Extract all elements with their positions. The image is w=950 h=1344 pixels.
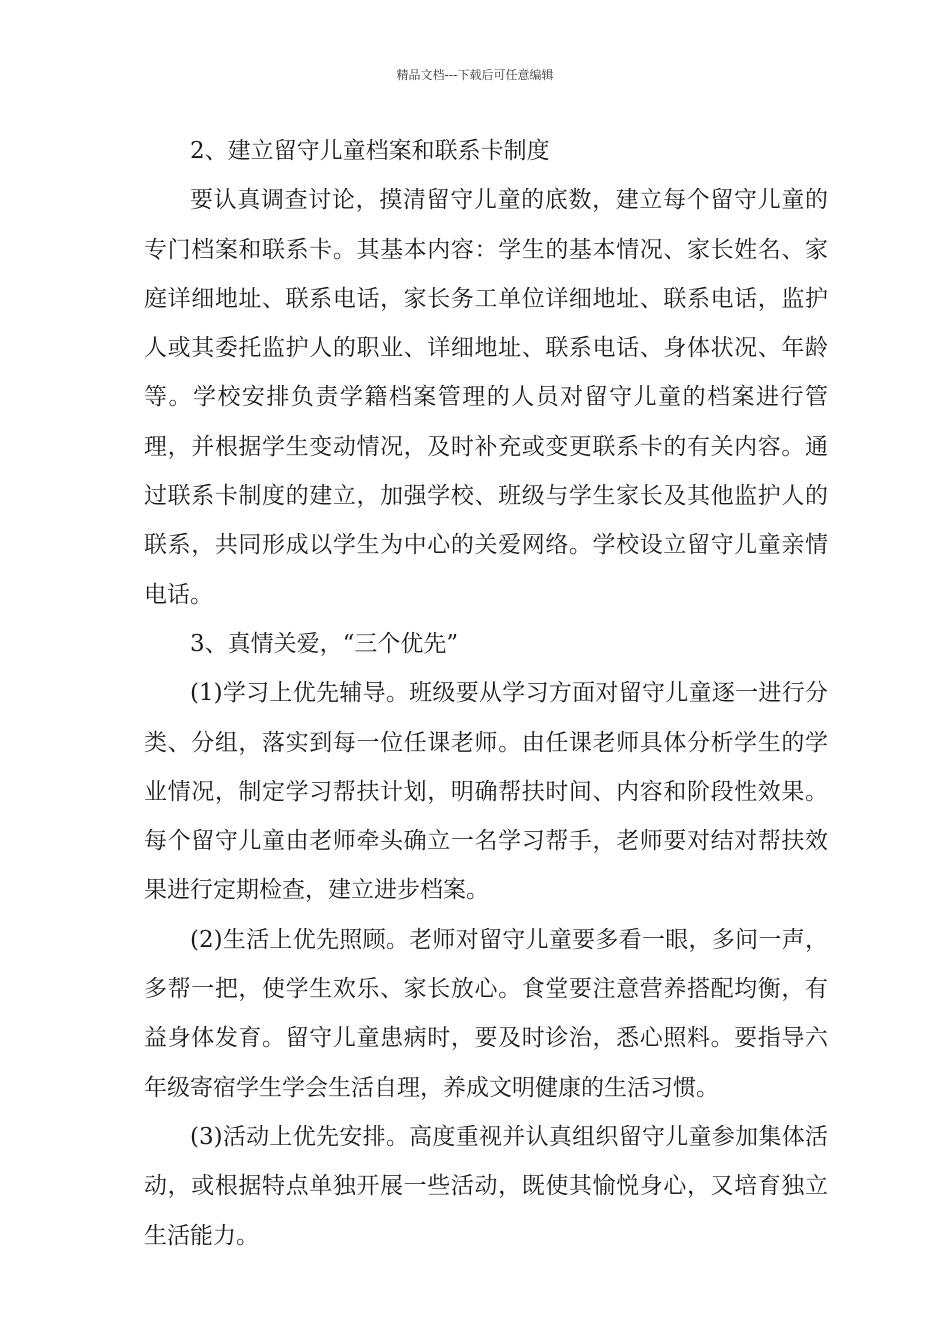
paragraph-study-priority: (1)学习上优先辅导。班级要从学习方面对留守儿童逐一进行分类、分组，落实到每一位任课老师。由任课老师具体分析学生的学业情况，制定学习帮扶计划，明确帮扶时间、内容和阶段性效果。每个留守儿童由老师牵头确立一名学习帮手，老师要对结对帮扶效果进行定期检查，建立进步档案。 — [144, 680, 828, 904]
section-heading-archive: 2、建立留守儿童档案和联系卡制度 — [190, 138, 550, 164]
paragraph-life-priority: (2)生活上优先照顾。老师对留守儿童要多看一眼，多问一声，多帮一把，使学生欢乐、家长放心。食堂要注意营养搭配均衡，有益身体发育。留守儿童患病时，要及时诊治，悉心照料。要指导六年级寄宿学生学会生活自理，养成文明健康的生活习惯。 — [144, 926, 828, 1101]
paragraph-archive-details: 要认真调查讨论，摸清留守儿童的底数，建立每个留守儿童的专门档案和联系卡。其基本内容：学生的基本情况、家长姓名、家庭详细地址、联系电话，家长务工单位详细地址、联系电话，监护人或其委托监护人的职业、详细地址、联系电话、身体状况、年龄等。学校安排负责学籍档案管理的人员对留守儿童的档案进行管理，并根据学生变动情况，及时补充或变更联系卡的有关内容。通过联系卡制度的建立，加强学校、班级与学生家长及其他监护人的联系，共同形成以学生为中心的关爱网络。学校设立留守儿童亲情电话。 — [144, 187, 828, 608]
document-body — [144, 127, 828, 1261]
section-heading-care: 3、真情关爱，“三个优先” — [190, 630, 459, 657]
page-header: 精品文档---下载后可任意编辑 — [396, 68, 554, 82]
paragraph-activity-priority: (3)活动上优先安排。高度重视并认真组织留守儿童参加集体活动，或根据特点单独开展一些活动，既使其愉悦身心，又培育独立生活能力。 — [144, 1123, 828, 1249]
